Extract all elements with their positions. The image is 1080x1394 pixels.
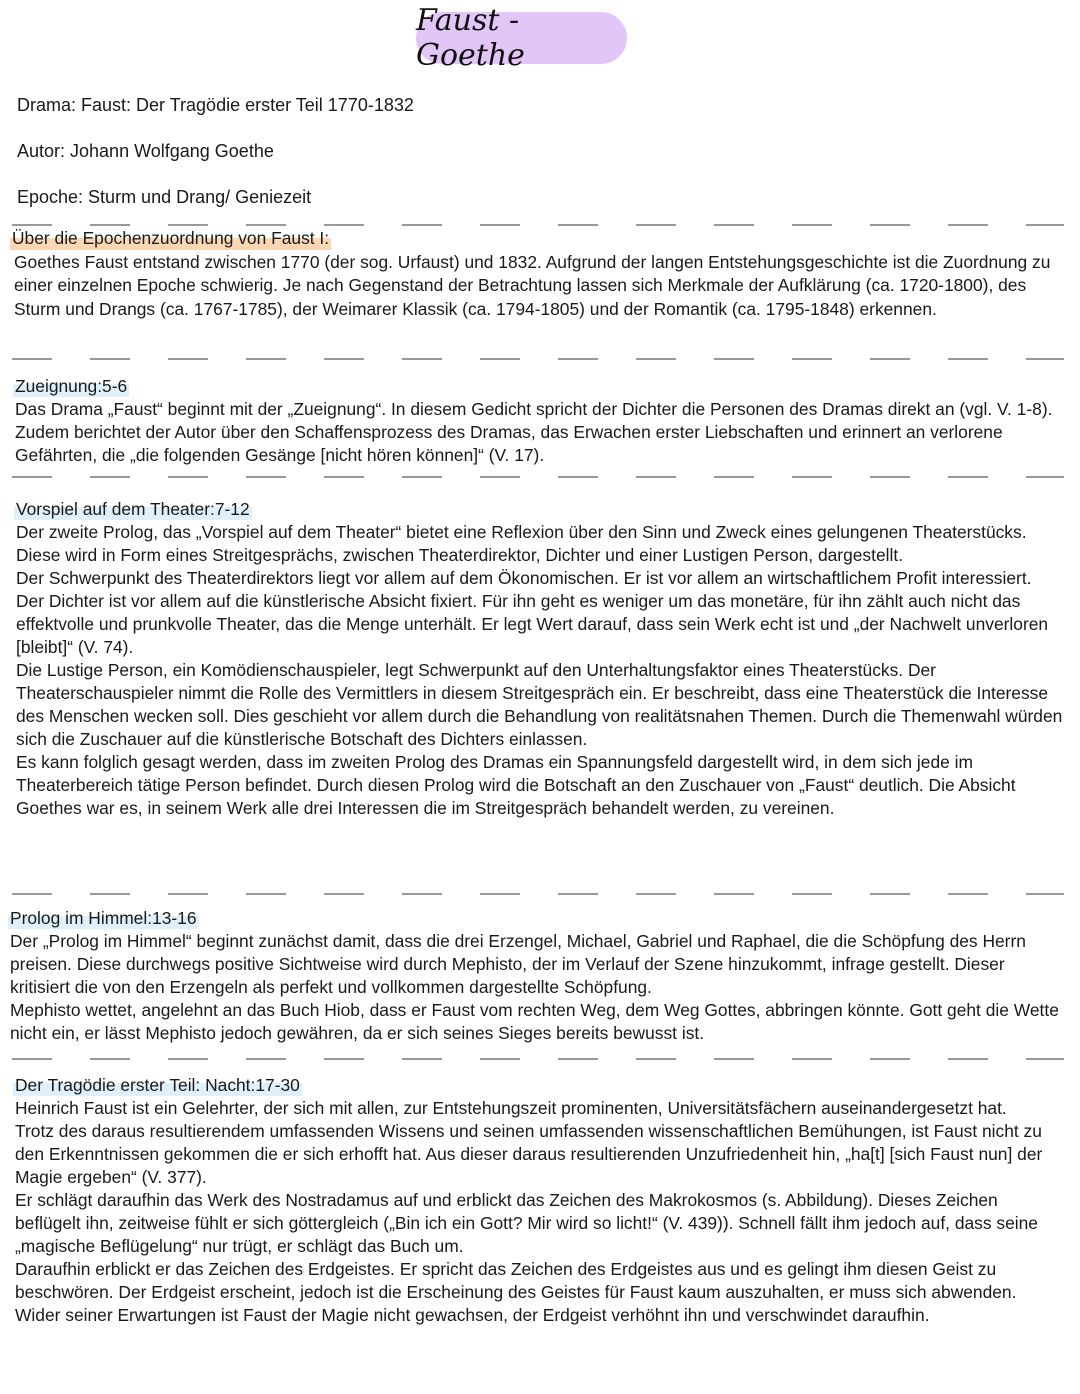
section-paragraph: Die Lustige Person, ein Komödienschauspieler, legt Schwerpunkt auf den Unterhaltungsfaktor eines Theaterstücks. Der Theaterschauspieler nimmt die Rolle des Vermittlers in diesem Streitgespräch ein. Er beschreibt, dass eine Theaterstück die Interesse des Menschen wecken soll. Dies geschieht vor allem durch die Behandlung von realitätsnahen Themen. Durch die Themenwahl würden sich die Zuschauer auf die künstlerische Botschaft des Dichters einlassen.: [16, 660, 1063, 749]
page-title: Faust -Goethe: [416, 3, 525, 73]
meta-autor: Autor: Johann Wolfgang Goethe: [17, 141, 274, 161]
section-paragraph: Mephisto wettet, angelehnt an das Buch Hiob, dass er Faust vom rechten Weg, dem Weg Gottes, abbringen könnte. Gott geht die Wette nicht ein, er lässt Mephisto jedoch gewähren, da er sich seines Sieges bereits bewusst ist.: [10, 1000, 1059, 1043]
section-paragraph: Daraufhin erblickt er das Zeichen des Erdgeistes. Er spricht das Zeichen des Erdgeistes aus und es gelingt ihm diesen Geist zu beschwören. Der Erdgeist erscheint, jedoch ist die Erscheinung des Geistes für Faust kaum auszuhalten, er muss sich abwenden. Wider seiner Erwartungen ist Faust der Magie nicht gewachsen, der Erdgeist verhöhnt ihn und verschwindet daraufhin.: [15, 1259, 1017, 1325]
section-paragraph: Goethes Faust entstand zwischen 1770 (der sog. Urfaust) und 1832. Aufgrund der langen Entstehungsgeschichte ist die Zuordnung zu einer einzelnen Epoche schwierig. Je nach Gegenstand der Betrachtung lassen sich Merkmale der Aufklärung (ca. 1720-1800), des Sturm und Drangs (ca. 1767-1785), der Weimarer Klassik (ca. 1794-1805) und der Romantik (ca. 1795-1848) erkennen.: [14, 251, 1051, 319]
section-nacht: [15, 1074, 1050, 1327]
section-paragraph: Es kann folglich gesagt werden, dass im zweiten Prolog des Dramas ein Spannungsfeld dargestellt wird, in dem sich jede im Theaterbereich tätige Person befindet. Durch diesen Prolog wird die Botschaft an den Zuschauer von „Faust“ deutlich. Die Absicht Goethes war es, in seinem Werk alle drei Interessen die im Streitgespräch behandelt werden, zu vereinen.: [16, 752, 1016, 818]
section-paragraph: Das Drama „Faust“ beginnt mit der „Zueignung“. In diesem Gedicht spricht der Dichter die Personen des Dramas direkt an (vgl. V. 1-8). Zudem berichtet der Autor über den Schaffensprozess des Dramas, das Erwachen erster Liebschaften und erinnert an verlorene Gefährten, die „die folgenden Gesänge [nicht hören können]“ (V. 17).: [15, 399, 1053, 465]
meta-drama: Drama: Faust: Der Tragödie erster Teil 1770-1832: [17, 95, 414, 115]
section-prolog-himmel: [10, 907, 1068, 1045]
divider: [12, 893, 1064, 895]
divider: [12, 1058, 1064, 1060]
section-zueignung: [15, 375, 1055, 467]
section-paragraph: Heinrich Faust ist ein Gelehrter, der sich mit allen, zur Entstehungszeit prominenten, Universitätsfächern auseinandergesetzt hat. Trotz des daraus resultierendem umfassenden Wissens und seinen umfassenden wissenschaftlichen Bemühungen, ist Faust nicht zu den Erkenntnissen gekommen die er sich erhofft hat. Aus dieser daraus resultierenden Unzufriedenheit hin, „ha[t] [sich Faust nun] der Magie ergeben“ (V. 377).: [15, 1098, 1043, 1187]
section-paragraph: Der Schwerpunkt des Theaterdirektors liegt vor allem auf dem Ökonomischen. Er ist vor allem an wirtschaftlichem Profit interessiert.: [16, 568, 1032, 588]
section-heading: Vorspiel auf dem Theater:7-12: [16, 499, 250, 519]
section-paragraph: Der „Prolog im Himmel“ beginnt zunächst damit, dass die drei Erzengel, Michael, Gabriel und Raphael, die die Schöpfung des Herrn preisen. Diese durchwegs positive Sichtweise wird durch Mephisto, der im Verlauf der Szene hinzukommt, infrage gestellt. Dieser kritisiert die von den Erzengeln als perfekt und vollkommen dargestellte Schöpfung.: [10, 931, 1026, 997]
section-heading: Der Tragödie erster Teil: Nacht:17-30: [15, 1075, 300, 1095]
divider: [12, 358, 1064, 360]
section-paragraph: Der zweite Prolog, das „Vorspiel auf dem Theater“ bietet eine Reflexion über den Sinn und Zweck eines gelungenen Theaterstücks. Diese wird in Form eines Streitgesprächs, zwischen Theaterdirektor, Dichter und einer Lustigen Person, dargestellt.: [16, 522, 1027, 565]
divider: [12, 224, 1064, 226]
section-paragraph: Der Dichter ist vor allem auf die künstlerische Absicht fixiert. Für ihn geht es weniger um das monetäre, für ihn zählt auch nicht das effektvolle und prunkvolle Theater, das die Menge unterhält. Er legt Wert darauf, dass sein Werk echt ist und „der Nachwelt unverloren [bleibt]“ (V. 74).: [16, 591, 1049, 657]
section-epochenzuordnung: [14, 227, 1064, 321]
section-heading: Über die Epochenzuordnung von Faust I:: [10, 227, 331, 251]
divider: [12, 476, 1064, 478]
title-badge: [416, 3, 627, 73]
meta-epoche: Epoche: Sturm und Drang/ Geniezeit: [17, 187, 312, 207]
section-vorspiel: [16, 498, 1066, 820]
section-heading: Prolog im Himmel:13-16: [10, 908, 197, 928]
section-heading: Zueignung:5-6: [15, 376, 128, 396]
section-paragraph: Er schlägt daraufhin das Werk des Nostradamus auf und erblickt das Zeichen des Makrokosmos (s. Abbildung). Dieses Zeichen beflügelt ihn, zeitweise fühlt er sich göttergleich („Bin ich ein Gott? Mir wird so licht!“ (V. 439)). Schnell fällt ihm jedoch auf, dass seine „magische Beflügelung“ nur trügt, er schlägt das Buch um.: [15, 1190, 1038, 1256]
